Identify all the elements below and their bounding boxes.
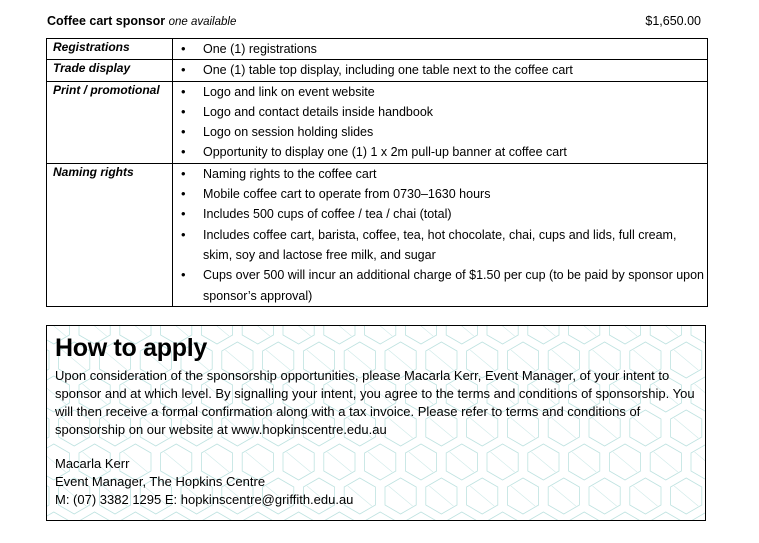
pattern-line xyxy=(205,520,229,521)
sponsorship-header xyxy=(47,14,707,32)
pattern-hexagon xyxy=(47,478,49,514)
pattern-line xyxy=(246,520,270,521)
pattern-line xyxy=(613,520,637,521)
benefit-item: • Mobile coffee cart to operate from 0730–1630 hours xyxy=(173,184,707,204)
pattern-hexagon xyxy=(120,512,151,521)
pattern-hexagon xyxy=(201,512,232,521)
pattern-line xyxy=(654,520,678,521)
benefit-category: Trade display xyxy=(47,60,173,81)
pattern-line xyxy=(450,520,474,521)
pattern-line xyxy=(47,520,66,521)
benefit-item: • Includes coffee cart, barista, coffee, tea, hot chocolate, chai, cups and lids, full cream, skim, soy and lactose free milk, and sugar xyxy=(173,225,707,266)
pattern-line xyxy=(123,520,147,521)
pattern-hexagon xyxy=(487,512,518,521)
benefit-row xyxy=(47,60,708,81)
contact-details: M: (07) 3382 1295 E: hopkinscentre@griffith.edu.au xyxy=(55,492,354,507)
pattern-hexagon xyxy=(446,512,477,521)
contact-name: Macarla Kerr xyxy=(55,456,130,471)
pattern-hexagon xyxy=(79,512,110,521)
benefit-row xyxy=(47,39,708,60)
pattern-line xyxy=(368,520,392,521)
contact-role: Event Manager, The Hopkins Centre xyxy=(55,474,266,489)
pattern-hexagon xyxy=(161,512,192,521)
pattern-hexagon xyxy=(47,342,49,378)
benefit-item: • Logo and link on event website xyxy=(173,82,707,102)
pattern-hexagon xyxy=(405,512,436,521)
benefit-items xyxy=(173,39,708,60)
pattern-hexagon xyxy=(47,512,69,521)
benefits-table xyxy=(46,38,708,307)
benefit-category: Print / promotional xyxy=(47,81,173,163)
how-to-apply-box xyxy=(46,325,706,521)
pattern-line xyxy=(695,520,706,521)
package-title: Coffee cart sponsor xyxy=(47,14,166,28)
package-price: $1,650.00 xyxy=(645,14,701,28)
benefit-item: • Cups over 500 will incur an additional charge of $1.50 per cup (to be paid by sponsor upon sponsor’s approval) xyxy=(173,265,707,306)
pattern-line xyxy=(409,520,433,521)
benefit-item: • Opportunity to display one (1) 1 x 2m pull-up banner at coffee cart xyxy=(173,142,707,162)
benefit-item: • Naming rights to the coffee cart xyxy=(173,164,707,184)
pattern-line xyxy=(531,520,555,521)
pattern-line xyxy=(327,520,351,521)
benefit-items xyxy=(173,81,708,163)
package-availability: one available xyxy=(168,16,237,28)
pattern-line xyxy=(83,520,107,521)
benefit-item: • One (1) registrations xyxy=(173,39,707,59)
pattern-hexagon xyxy=(242,512,273,521)
pattern-line xyxy=(287,520,311,521)
benefit-item: • Includes 500 cups of coffee / tea / chai (total) xyxy=(173,204,707,224)
pattern-line xyxy=(491,520,515,521)
benefit-row xyxy=(47,163,708,306)
pattern-hexagon xyxy=(324,512,355,521)
benefit-item: • One (1) table top display, including one table next to the coffee cart xyxy=(173,60,707,80)
apply-body: Upon consideration of the sponsorship opportunities, please Macarla Kerr, Event Manager, of your intent to sponsor and at which level. By signalling your intent, you agree to the terms and conditions of sponsorship. You will then receive a formal confirmation along with a tax invoice. Please refer to terms and conditions of sponsorship on our website at www.hopkinscentre.edu.au xyxy=(55,368,695,437)
benefit-items xyxy=(173,163,708,306)
benefit-item: • Logo and contact details inside handbook xyxy=(173,102,707,122)
pattern-hexagon xyxy=(569,512,600,521)
benefit-category: Naming rights xyxy=(47,163,173,306)
pattern-hexagon xyxy=(365,512,396,521)
benefit-items xyxy=(173,60,708,81)
benefit-row xyxy=(47,81,708,163)
pattern-line xyxy=(572,520,596,521)
pattern-line xyxy=(164,520,188,521)
pattern-hexagon xyxy=(691,512,706,521)
pattern-hexagon xyxy=(609,512,640,521)
benefit-item: • Logo on session holding slides xyxy=(173,122,707,142)
benefit-category: Registrations xyxy=(47,39,173,60)
pattern-hexagon xyxy=(528,512,559,521)
pattern-hexagon xyxy=(650,512,681,521)
pattern-hexagon xyxy=(47,410,49,446)
apply-heading: How to apply xyxy=(55,334,207,362)
pattern-hexagon xyxy=(283,512,314,521)
